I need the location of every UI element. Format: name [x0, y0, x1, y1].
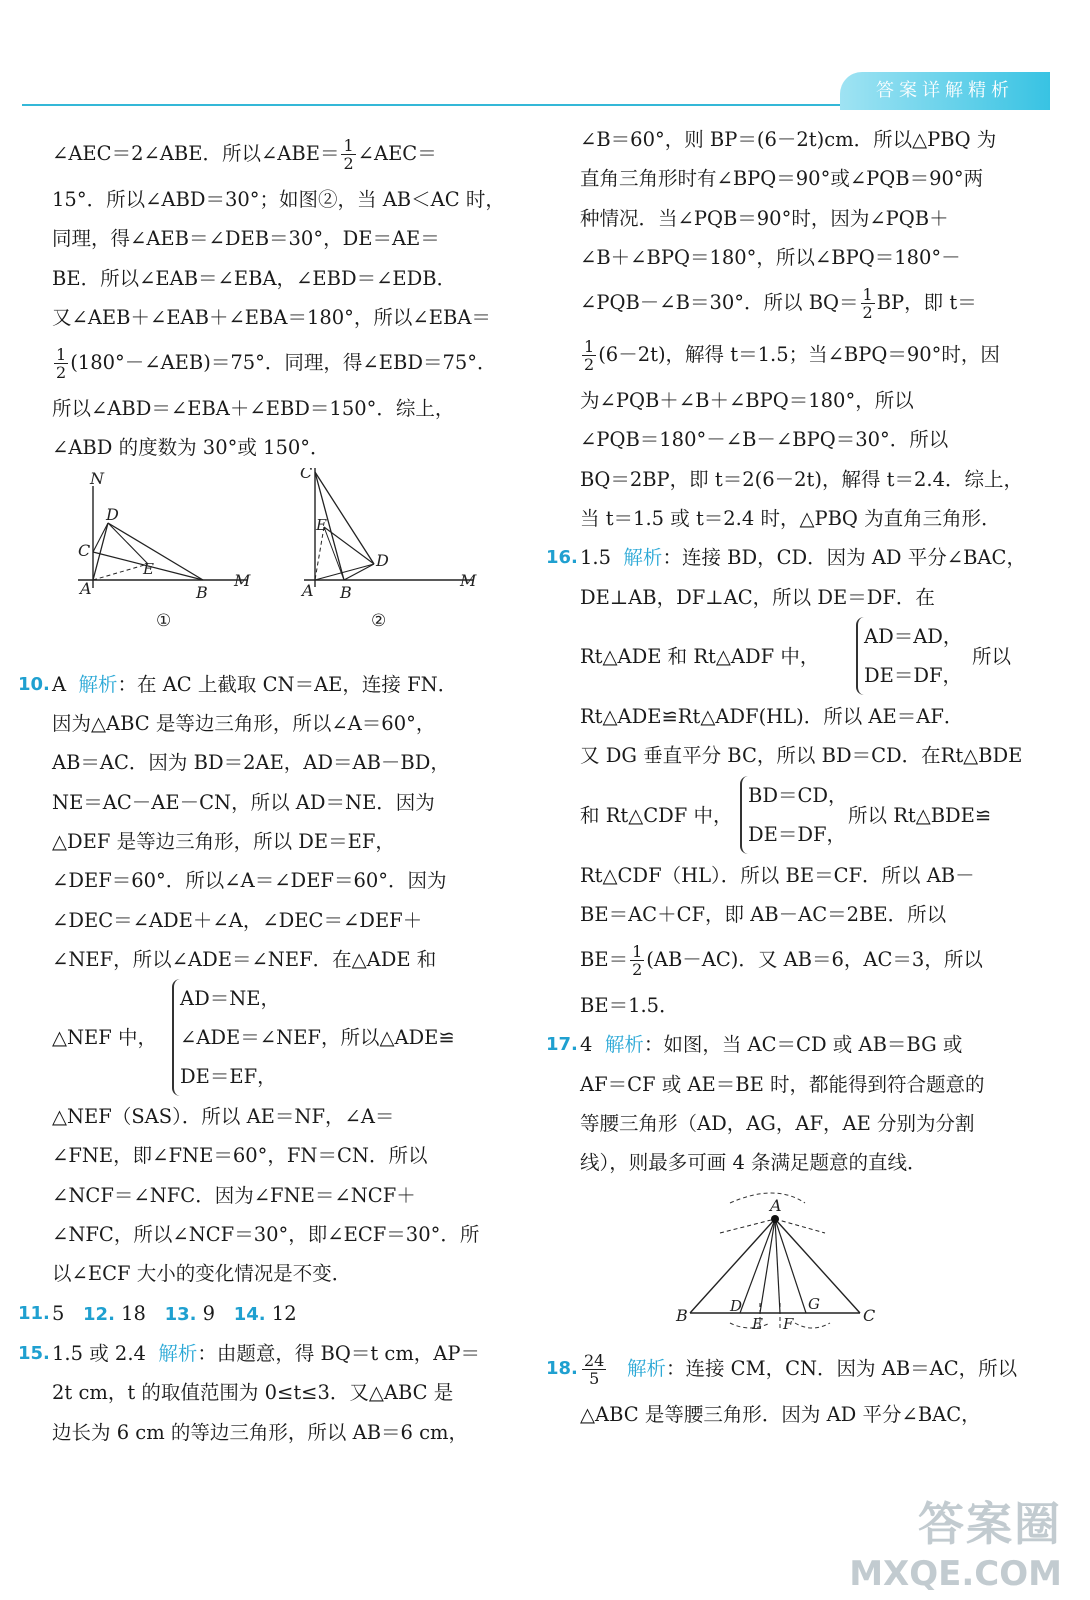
svg-text:B: B [676, 1305, 688, 1325]
svg-text:F: F [783, 1314, 794, 1333]
fraction: $\frac{1}{2}$ [862, 285, 873, 323]
text-line: ∠ABD 的度数为 30°或 150°． [52, 436, 330, 460]
figure-17 [580, 1183, 1020, 1343]
svg-text:D: D [376, 550, 389, 570]
figure-1-label: ① [156, 610, 172, 631]
text-line: 以∠ECF 大小的变化情况是不变． [52, 1262, 352, 1286]
figures-row [52, 468, 522, 683]
fraction: $\frac{1}{2}$ [632, 942, 643, 980]
text-line: 当 t＝1.5 或 t＝2.4 时，△PBQ 为直角三角形． [580, 507, 1001, 531]
text-line: ∠NEF，所以∠ADE＝∠NEF．在△ADE 和 [52, 947, 437, 971]
triangle-figure [580, 1183, 1020, 1343]
text-line: $\frac{1}{2}$ (6－2t)，解得 t＝1.5；当∠BPQ＝90°时，因 [584, 337, 1000, 375]
svg-text:A: A [770, 1195, 782, 1215]
text-line: AF＝CF 或 AE＝BE 时，都能得到符合题意的 [580, 1072, 985, 1096]
system-block: 和 Rt△CDF 中， BD＝CD， DE＝DF， 所以 Rt△BDE≌ [580, 776, 1020, 856]
system-block: Rt△ADE 和 Rt△ADF 中， AD＝AD， DE＝DF， 所以 [580, 617, 1020, 697]
right-column [546, 120, 1026, 1434]
text-line: ∠DEF＝60°．所以∠A＝∠DEF＝60°．因为 [52, 869, 447, 893]
text-line: Rt△ADE≌Rt△ADF(HL)．所以 AE＝AF． [580, 704, 964, 728]
text-line: DE⊥AB，DF⊥AC，所以 DE＝DF．在 [580, 585, 935, 609]
question-18: 18. $\frac{24}{5}$ 解析：连接 CM，CN．因为 AB＝AC，所以 [546, 1350, 1018, 1388]
text-line: 直角三角形时有∠BPQ＝90°或∠PQB＝90°两 [580, 167, 984, 191]
text-line: BE＝AC＋CF，即 AB－AC＝2BE．所以 [580, 902, 947, 926]
fraction: $\frac{24}{5}$ [584, 1350, 605, 1388]
text-line: ∠DEC＝∠ADE＋∠A，∠DEC＝∠DEF＋ [52, 908, 423, 932]
text-line: △ABC 是等腰三角形．因为 AD 平分∠BAC， [580, 1402, 981, 1426]
text-line: Rt△CDF（HL）．所以 BE＝CF．所以 AB－ [580, 863, 975, 887]
text-line: 线），则最多可画 4 条满足题意的直线． [580, 1151, 927, 1175]
svg-text:B: B [340, 582, 352, 602]
text-line: $\frac{1}{2}$ (180°－∠AEB)＝75°．同理，得∠EBD＝75°． [56, 345, 497, 383]
figure-2 [300, 468, 477, 631]
question-15: 15. 1.5 或 2.4 解析：由题意，得 BQ＝t cm，AP＝ [18, 1341, 481, 1365]
text-line: 为∠PQB＋∠B＋∠BPQ＝180°，所以 [580, 389, 914, 413]
svg-text:A: A [302, 580, 314, 600]
svg-text:E: E [752, 1314, 763, 1333]
header-rule [22, 104, 852, 106]
figure-2-label: ② [371, 610, 387, 631]
figure-pair [52, 468, 522, 683]
text-line: BE＝1.5． [580, 994, 679, 1018]
text-line: ∠PQB－∠B＝30°．所以 BQ＝ $\frac{1}{2}$ BP，即 t＝ [580, 285, 977, 323]
text-line: △DEF 是等边三角形，所以 DE＝EF， [52, 829, 395, 853]
question-10: 10. A 解析：在 AC 上截取 CN＝AE，连接 FN． [18, 672, 458, 696]
svg-text:G: G [808, 1294, 820, 1313]
svg-text:N: N [90, 468, 104, 488]
svg-text:A: A [80, 578, 92, 598]
text-line: ∠AEC＝2∠ABE．所以∠ABE＝ $\frac{1}{2}$ ∠AEC＝ [52, 136, 437, 173]
header-title: 答案详解精析 [840, 72, 1050, 110]
svg-text:M: M [460, 570, 477, 590]
text-line: BQ＝2BP，即 t＝2(6－2t)，解得 t＝2.4．综上， [580, 467, 1024, 491]
fraction: $\frac{1}{2}$ [56, 345, 67, 383]
text-line: 2t cm，t 的取值范围为 0≤t≤3．又△ABC 是 [52, 1381, 454, 1405]
text-line: 等腰三角形（AD，AG，AF，AE 分别为分割 [580, 1112, 975, 1136]
text-line: △NEF（SAS）．所以 AE＝NF，∠A＝ [52, 1105, 395, 1129]
svg-text:E: E [316, 515, 327, 534]
fraction: $\frac{1}{2}$ [584, 337, 595, 375]
short-answers: 11. 5 12. 18 13. 9 14. 12 [18, 1301, 297, 1325]
text-line: ∠NFC，所以∠NCF＝30°，即∠ECF＝30°．所 [52, 1223, 480, 1247]
text-line: 又∠AEB＋∠EAB＋∠EBA＝180°，所以∠EBA＝ [52, 305, 491, 329]
fraction: $\frac{1}{2}$ [343, 136, 354, 173]
text-line: 所以∠ABD＝∠EBA＋∠EBD＝150°．综上， [52, 397, 455, 421]
text-line: 同理，得∠AEB＝∠DEB＝30°，DE＝AE＝ [52, 227, 440, 251]
svg-text:D: D [106, 504, 119, 524]
text-line: 又 DG 垂直平分 BC，所以 BD＝CD．在Rt△BDE [580, 744, 1023, 768]
text-line: ∠PQB＝180°－∠B－∠BPQ＝30°．所以 [580, 428, 949, 452]
question-16: 16. 1.5 解析：连接 BD，CD．因为 AD 平分∠BAC， [546, 546, 1026, 570]
svg-text:B: B [196, 582, 208, 602]
text-line: AB＝AC．因为 BD＝2AE，AD＝AB－BD， [52, 751, 450, 775]
text-line: NE＝AC－AE－CN，所以 AD＝NE．因为 [52, 790, 435, 814]
text-line: ∠B＋∠BPQ＝180°，所以∠BPQ＝180°－ [580, 245, 961, 269]
text-line: 15°．所以∠ABD＝30°；如图②，当 AB＜AC 时， [52, 188, 505, 211]
text-line: BE．所以∠EAB＝∠EBA，∠EBD＝∠EDB． [52, 266, 457, 290]
text-line: ∠B＝60°，则 BP＝(6－2t)cm．所以△PBQ 为 [580, 128, 997, 151]
figure-1 [78, 469, 251, 631]
svg-text:E: E [143, 559, 154, 578]
text-line: 因为△ABC 是等边三角形，所以∠A＝60°， [52, 712, 436, 736]
svg-text:D: D [730, 1296, 743, 1315]
question-17: 17. 4 解析：如图，当 AC＝CD 或 AB＝BG 或 [546, 1033, 963, 1057]
svg-text:C: C [863, 1305, 876, 1325]
text-line: ∠FNE，即∠FNE＝60°，FN＝CN．所以 [52, 1144, 428, 1168]
system-block: △NEF 中， AD＝NE， ∠ADE＝∠NEF，所以△ADE≌ DE＝EF， [52, 979, 522, 1097]
text-line: 种情况．当∠PQB＝90°时，因为∠PQB＋ [580, 206, 949, 230]
svg-text:C: C [78, 540, 91, 560]
svg-text:C: C [300, 467, 313, 482]
text-line: BE＝ $\frac{1}{2}$ (AB－AC)．又 AB＝6，AC＝3，所以 [580, 942, 983, 980]
svg-text:M: M [234, 570, 251, 590]
left-column [18, 128, 522, 1452]
text-line: ∠NCF＝∠NFC．因为∠FNE＝∠NCF＋ [52, 1183, 416, 1207]
watermark: 答案圈 MXQE.COM [849, 1497, 1062, 1594]
text-line: 边长为 6 cm 的等边三角形，所以 AB＝6 cm， [52, 1420, 469, 1444]
